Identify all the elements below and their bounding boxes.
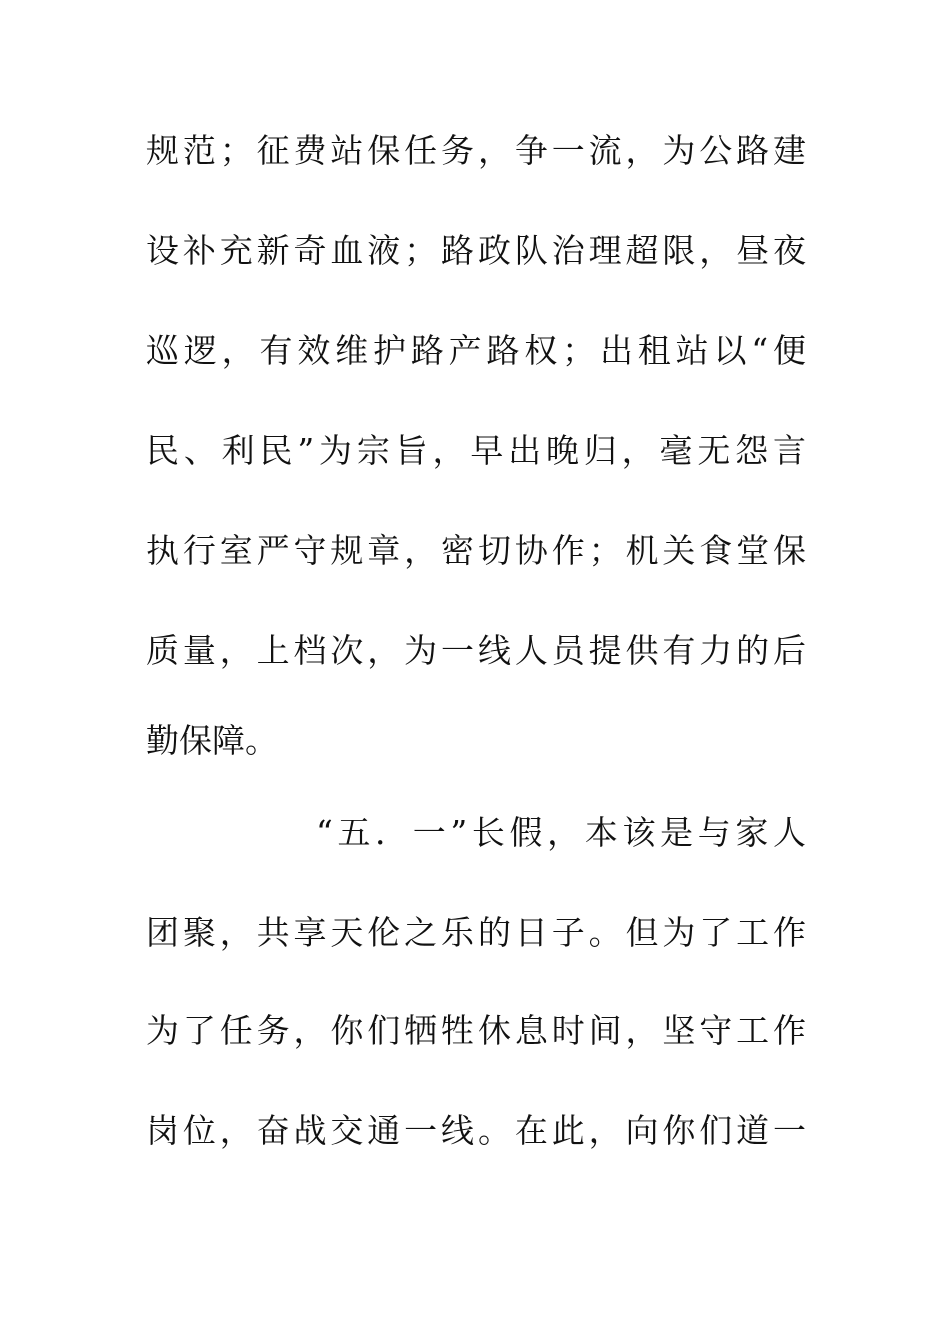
text-line: 为了任务，你们牺牲休息时间，坚守工作 <box>146 1011 806 1050</box>
text-line: 规范；征费站保任务，争一流，为公路建 <box>146 131 806 170</box>
paragraph-first-line: “五．一”长假，本该是与家人 <box>316 813 806 852</box>
text-line: 民、利民”为宗旨，早出晚归，毫无怨言 <box>146 431 806 470</box>
text-line: 勤保障。 <box>146 721 278 760</box>
text-line: 设补充新奇血液；路政队治理超限，昼夜 <box>146 231 806 270</box>
text-line: 巡逻，有效维护路产路权；出租站以“便 <box>146 331 806 370</box>
text-line: 团聚，共享天伦之乐的日子。但为了工作 <box>146 913 806 952</box>
text-line: 质量，上档次，为一线人员提供有力的后 <box>146 631 806 670</box>
text-line: 执行室严守规章，密切协作；机关食堂保 <box>146 531 806 570</box>
text-line: 岗位，奋战交通一线。在此，向你们道一 <box>146 1111 806 1150</box>
